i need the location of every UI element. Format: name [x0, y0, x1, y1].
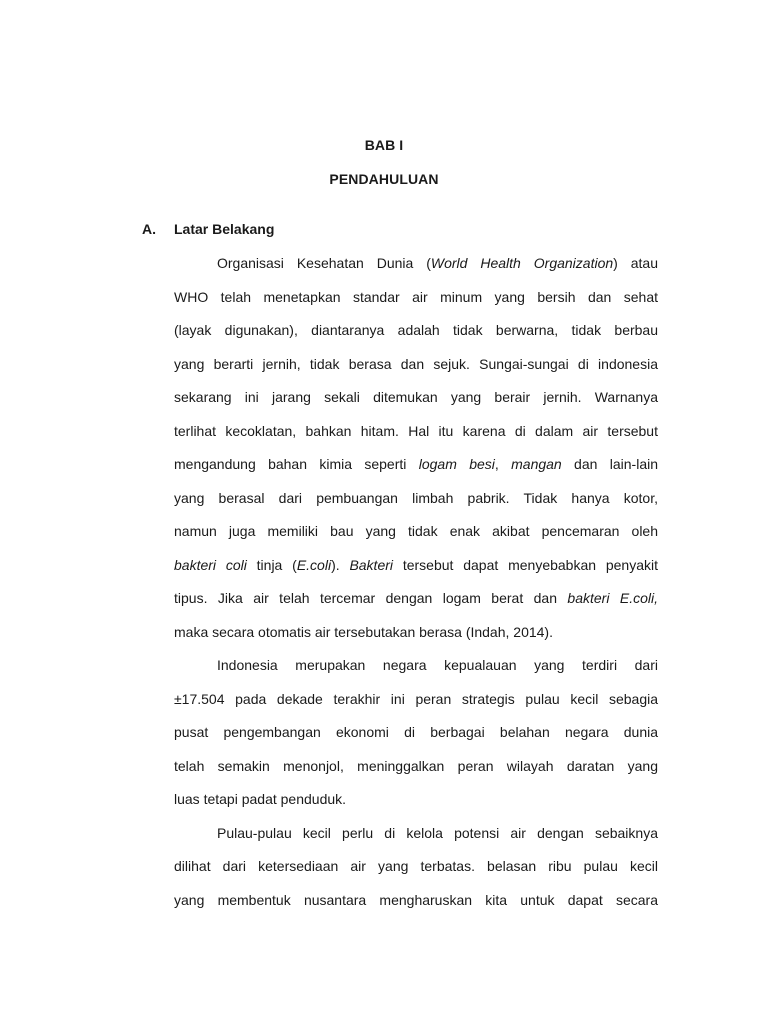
paragraph-line [174, 856, 658, 876]
italic-text: Bakteri [349, 556, 394, 573]
paragraph-line [174, 689, 658, 709]
text-run: yang berarti jernih, tidak berasa dan sejuk. Sungai-sungai di indonesia [174, 355, 658, 372]
text-run: sekarang ini jarang sekali ditemukan yang berair jernih. Warnanya [174, 389, 658, 405]
paragraph-line [174, 722, 658, 742]
paragraph-line [174, 890, 658, 910]
paragraph-line [174, 354, 658, 374]
text-run: pusat pengembangan ekonomi di berbagai belahan negara dunia [174, 724, 658, 740]
text-run: luas tetapi padat penduduk. [174, 791, 347, 807]
italic-text: bakteri coli [174, 556, 247, 573]
paragraph-line [174, 756, 658, 776]
section-heading [142, 221, 274, 237]
text-run: ±17.504 pada dekade terakhir ini peran strategis pulau kecil sebagia [174, 690, 658, 707]
text-run: tersebut dapat menyebabkan penyakit [393, 556, 658, 573]
section-title: Latar Belakang [174, 221, 275, 237]
paragraph-line [174, 421, 658, 441]
text-run: yang berasal dari pembuangan limbah pabrik. Tidak hanya kotor, [174, 489, 658, 506]
paragraph-line [174, 488, 658, 508]
text-run: terlihat kecoklatan, bahkan hitam. Hal itu karena di dalam air tersebut [174, 422, 658, 439]
paragraph-line [174, 588, 658, 608]
section-letter: A. [142, 221, 156, 237]
italic-text: logam besi [418, 456, 495, 472]
text-run: dilihat dari ketersediaan air yang terbatas. belasan ribu pulau kecil [174, 858, 658, 874]
text-run: mengandung bahan kimia seperti [174, 456, 419, 472]
text-run: tipus. Jika air telah tercemar dengan logam berat dan [174, 590, 568, 606]
text-run: namun juga memiliki bau yang tidak enak akibat pencemaran oleh [174, 523, 658, 539]
paragraph-line [174, 555, 658, 575]
italic-text: World Health Organization [430, 255, 614, 271]
text-run: Indonesia merupakan negara kepualauan yang terdiri dari [217, 657, 658, 673]
italic-text: E.coli [296, 556, 332, 573]
text-run: tinja ( [246, 556, 297, 573]
text-run: yang membentuk nusantara mengharuskan kita untuk dapat secara [174, 891, 658, 908]
text-run: dan lain-lain [561, 456, 659, 472]
paragraph-line [217, 655, 658, 675]
text-run: , [494, 456, 512, 472]
text-run: WHO telah menetapkan standar air minum yang bersih dan sehat [174, 288, 658, 305]
italic-text: bakteri E.coli, [567, 590, 658, 606]
paragraph-line [174, 287, 658, 307]
text-run: maka secara otomatis air tersebutakan berasa (Indah, 2014). [174, 623, 553, 640]
paragraph-line [217, 823, 658, 843]
paragraph-line [217, 253, 658, 273]
text-run: Organisasi Kesehatan Dunia ( [217, 255, 431, 271]
italic-text: mangan [511, 456, 562, 472]
paragraph-line [174, 320, 658, 340]
paragraph-line [174, 789, 658, 809]
paragraph-line [174, 454, 658, 474]
text-run: telah semakin menonjol, meninggalkan peran wilayah daratan yang [174, 757, 658, 774]
text-run: (layak digunakan), diantaranya adalah tidak berwarna, tidak berbau [174, 322, 658, 338]
chapter-number: BAB I [364, 137, 404, 153]
paragraph-line [174, 387, 658, 407]
text-run: ) atau [613, 255, 658, 271]
chapter-title: PENDAHULUAN [329, 171, 439, 187]
paragraph-line [174, 622, 658, 642]
paragraph-line [174, 521, 658, 541]
text-run: Pulau-pulau kecil perlu di kelola potensi air dengan sebaiknya [217, 824, 658, 841]
text-run: ). [331, 556, 350, 573]
